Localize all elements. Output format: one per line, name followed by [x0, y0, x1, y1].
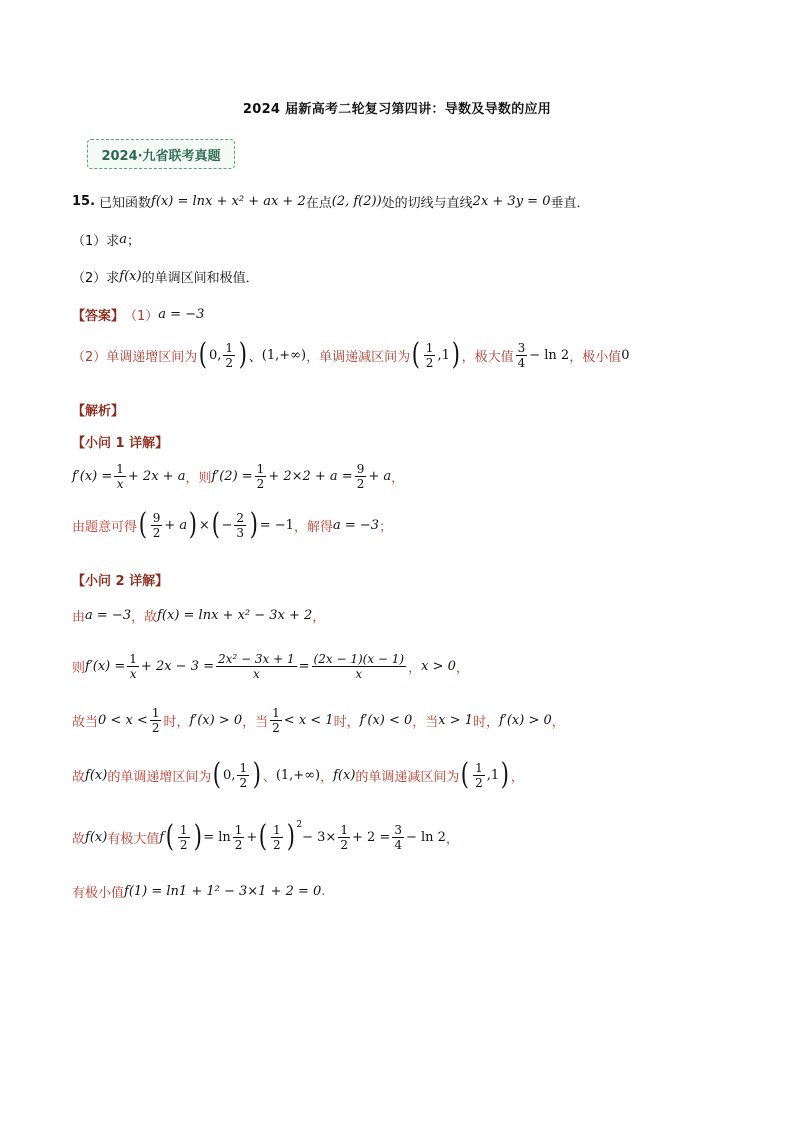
section-label-box [87, 139, 235, 169]
interval-sep: 、 [248, 349, 262, 365]
q2-fx-2: f(x) [333, 767, 356, 783]
q2-line3 [72, 706, 565, 735]
q1-term-b: + 2x + a [127, 469, 186, 484]
paren-open-6: ( [461, 757, 470, 792]
section-label: 2024·九省联考真题 [101, 148, 221, 164]
fraction-half-6: $\frac{1}{2}$ [239, 760, 248, 790]
paren-close-3: ) [188, 507, 198, 542]
q1-term-f: + a [368, 469, 392, 484]
q2-fx-3: f(x) [85, 829, 108, 845]
q1-semicolon: ； [379, 519, 393, 535]
part1-end: ； [127, 234, 141, 249]
q1-tag-line [72, 432, 168, 451]
q2-min-label: 有极小值 [72, 886, 125, 901]
q2-term-c: + 2x − 3 = [140, 659, 215, 674]
q2-comma-4: ， [551, 715, 565, 730]
q1-then: ，则 [185, 471, 212, 486]
q2-comma-2: ， [408, 661, 422, 676]
q2-eq: = [298, 659, 310, 674]
q2-fx: f(x) [85, 767, 108, 783]
paren-open-4: ( [211, 507, 220, 542]
fraction-half: $\frac{1}{2}$ [225, 340, 234, 370]
q2-cond1: 0 < x < [98, 713, 148, 728]
paren-open-8: ( [259, 819, 268, 854]
answer-min-label: ，极小值 [569, 349, 622, 365]
q2-then: 则 [72, 661, 86, 676]
answer-part1 [72, 305, 204, 324]
q2-time2: 时， [333, 715, 360, 730]
part2-end: 的单调区间和极值． [141, 271, 259, 286]
answer-tag: 【答案】 [72, 309, 125, 324]
answer-max-label: ，极大值 [461, 349, 514, 365]
fraction-quad: $\frac{\text{2x² − 3x + 1}}{x}$ [218, 652, 295, 681]
q2-line1 [72, 606, 325, 625]
part1-var: a [119, 232, 128, 247]
part2-label: （2）求 [72, 271, 120, 286]
q2-minus-3x: − 3× [302, 829, 337, 845]
q2-sep: 、 [262, 769, 276, 785]
fraction-half-2: $\frac{1}{2}$ [425, 340, 434, 370]
paren-open-5: ( [213, 757, 222, 792]
q2-comma-6: ， [510, 769, 524, 785]
q2-line6 [72, 882, 325, 901]
paren-close-2: ) [451, 337, 460, 372]
q2-minus-ln2: − ln 2 [405, 829, 446, 845]
q2-time3: 时， [473, 715, 500, 730]
problem-mid: 在点 [305, 196, 332, 211]
problem-prefix: 已知函数 [99, 196, 152, 211]
q2-so3: 故 [72, 831, 86, 847]
q2-comma-7: ， [445, 831, 459, 847]
paren-open: ( [199, 337, 208, 372]
paren-close-6: ) [500, 757, 510, 792]
q2-line2 [72, 652, 469, 681]
q1-tag: 【小问 1 详解】 [72, 436, 169, 451]
q2-comma-5: ， [320, 769, 334, 785]
problem-statement [72, 192, 590, 211]
part2-func: f(x) [119, 269, 142, 284]
problem-func: f(x) = lnx + x² + ax + 2 [151, 194, 306, 209]
q2-comma-3: ， [455, 661, 469, 676]
fraction-factored: $\frac{(2x - 1)(x - 1)}{x}$ [313, 652, 405, 681]
interval-one-2: ,1 [486, 767, 500, 783]
q2-so: ，故 [131, 610, 158, 625]
q2-comma: ， [312, 610, 326, 625]
q2-plus-2: + 2 = [351, 829, 391, 845]
q2-when: 故当 [72, 715, 99, 730]
q1-fprime-2: f′(2) = [211, 469, 253, 484]
fraction-one-over-x-2: $\frac{1}{x}$ [129, 652, 137, 681]
fraction-half-9: $\frac{1}{2}$ [234, 822, 243, 852]
fraction-half-3: $\frac{1}{2}$ [256, 462, 265, 491]
q2-by: 由 [72, 610, 86, 625]
q1-line2 [72, 507, 393, 542]
paren-open-2: ( [411, 337, 421, 372]
fraction-half-10: $\frac{1}{2}$ [273, 822, 281, 852]
q2-eq-ln: = ln [203, 829, 231, 845]
fraction-half-4: $\frac{1}{2}$ [151, 706, 160, 735]
interval-zero-2: 0, [223, 767, 236, 783]
q1-result: a = −3 [332, 517, 380, 533]
fraction-half-11: $\frac{1}{2}$ [340, 822, 348, 852]
answer-part2-label: （2）单调递增区间为 [72, 349, 198, 365]
fraction-one-over-x: $\frac{1}{x}$ [116, 462, 124, 491]
q2-cond2: < x < 1 [283, 713, 334, 728]
q1-plus-a: + a [164, 517, 188, 533]
q2-line4 [72, 757, 524, 792]
q2-line5 [72, 819, 459, 854]
q1-given: 由题意可得 [72, 519, 138, 535]
fraction-three-quarter: $\frac{3}{4}$ [517, 340, 526, 370]
problem-part1 [72, 230, 140, 249]
q2-dec-label: 的单调递减区间为 [355, 769, 460, 785]
paren-open-7: ( [165, 819, 175, 854]
q2-sign3: f′(x) > 0 [499, 713, 552, 728]
problem-part2 [72, 267, 259, 286]
part1-label: （1）求 [72, 234, 120, 249]
fraction-nine-half-2: $\frac{9}{2}$ [152, 510, 161, 540]
problem-number: 15. [72, 194, 96, 209]
page-title: 2024 届新高考二轮复习第四讲：导数及导数的应用 [242, 102, 552, 117]
analysis-tag-line [72, 400, 124, 419]
q2-max-label: 有极大值 [107, 831, 160, 847]
problem-mid2: 处的切线与直线 [381, 196, 473, 211]
answer-part1-value: a = −3 [158, 307, 205, 322]
answer-part1-label: （1） [124, 309, 159, 324]
paren-close-4: ) [249, 507, 259, 542]
analysis-tag: 【解析】 [72, 404, 125, 419]
answer-min-value: 0 [621, 347, 630, 363]
q1-solve: ，解得 [293, 519, 333, 535]
q2-f: f [159, 829, 165, 845]
fraction-half-8: $\frac{1}{2}$ [179, 822, 188, 852]
answer-inc2: (1,+∞) [261, 347, 307, 363]
paren-close-8: ) [286, 819, 295, 854]
q2-plus: + [246, 829, 258, 845]
problem-suffix: 垂直． [550, 196, 590, 211]
q1-times: × [198, 517, 210, 533]
q2-min-calc: f(1) = ln1 + 1² − 3×1 + 2 = 0 [124, 884, 322, 899]
q1-fprime-x: f′(x) = [72, 469, 113, 484]
paren-close-7: ) [193, 819, 202, 854]
q2-func: f(x) = lnx + x² − 3x + 2 [157, 608, 313, 623]
q2-time1: 时， [163, 715, 190, 730]
fraction-half-5: $\frac{1}{2}$ [272, 706, 280, 735]
interval-one: ,1 [437, 347, 450, 363]
q1-comma: ， [391, 471, 405, 486]
q2-sign1: f′(x) > 0 [189, 713, 243, 728]
q1-term-e: + 2×2 + a = [268, 469, 353, 484]
fraction-two-third: $\frac{2}{3}$ [236, 510, 245, 540]
fraction-half-7: $\frac{1}{2}$ [475, 760, 483, 790]
q1-line1 [72, 462, 404, 491]
q1-minus: − [221, 517, 233, 533]
q2-cond3: x > 1 [438, 713, 474, 728]
fraction-nine-half: $\frac{9}{2}$ [356, 462, 365, 491]
paren-open-3: ( [138, 507, 147, 542]
q2-tag-line [72, 570, 168, 589]
q2-when2: ，当 [242, 715, 269, 730]
q2-square: 2 [296, 820, 303, 830]
q2-fprime: f′(x) = [85, 659, 126, 674]
paren-close: ) [238, 337, 248, 372]
q2-domain: x > 0 [421, 659, 456, 674]
q2-period: . [321, 884, 326, 899]
q2-tag: 【小问 2 详解】 [72, 574, 169, 589]
answer-part2 [72, 337, 630, 372]
problem-point: (2, f(2)) [331, 194, 382, 209]
q2-sign2: f′(x) < 0 [359, 713, 413, 728]
paren-close-5: ) [252, 757, 262, 792]
q2-a-value: a = −3 [85, 608, 132, 623]
q1-eq-neg1: = −1 [259, 517, 294, 533]
problem-line-eq: 2x + 3y = 0 [472, 194, 551, 209]
interval-zero: 0, [209, 347, 222, 363]
q2-inc-label: 的单调递增区间为 [107, 769, 212, 785]
q2-inc2: (1,+∞) [275, 767, 321, 783]
q2-when3: ，当 [412, 715, 439, 730]
answer-dec-label: ，单调递减区间为 [306, 349, 411, 365]
fraction-three-quarter-2: $\frac{3}{4}$ [394, 822, 402, 852]
q2-so2: 故 [72, 769, 86, 785]
answer-max-tail: − ln 2 [529, 347, 570, 363]
